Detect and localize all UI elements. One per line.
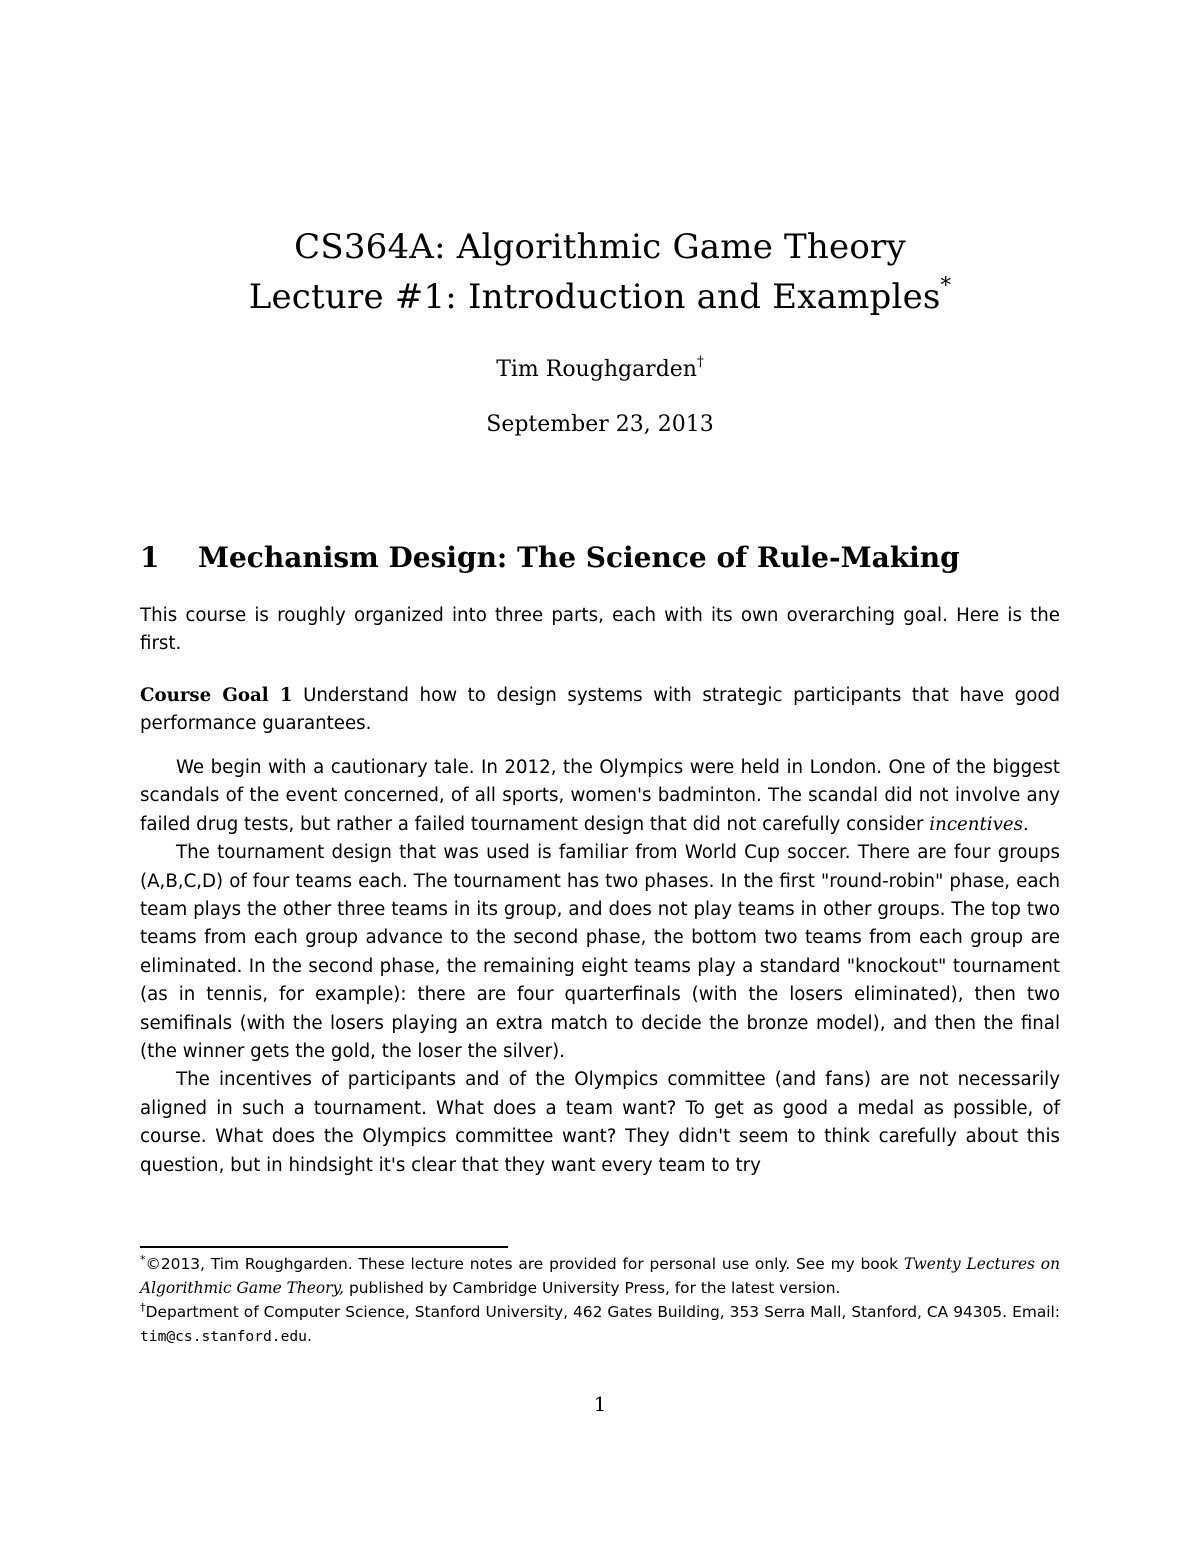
author-footnote-mark: † xyxy=(696,353,704,370)
author: Tim Roughgarden† xyxy=(496,353,704,382)
paragraph-1: We begin with a cautionary tale. In 2012, the Olympics were held in London. One of the biggest scandals of the event concerned, of all sports, women's badminton. The scandal did not involve any failed drug tests, but rather a failed tournament design that did not carefully consider incentives. xyxy=(140,757,1060,835)
section-number: 1 xyxy=(140,541,160,574)
footnote-1: *©2013, Tim Roughgarden. These lecture notes are provided for personal use only. See my book Twenty Lectures on Algorithmic Game Theory, published by Cambridge University Press, for the latest version. xyxy=(140,1252,1060,1297)
section-heading xyxy=(140,538,1060,578)
body-text xyxy=(140,754,1060,1180)
intro-paragraph: This course is roughly organized into three parts, each with its own overarching goal. Here is the first. xyxy=(140,605,1060,655)
paragraph-2: The tournament design that was used is familiar from World Cup soccer. There are four groups (A,B,C,D) of four teams each. The tournament has two phases. In the first "round-robin" phase, each team plays the other three teams in its group, and does not play teams in other groups. The top two teams from each group advance to the second phase, the bottom two teams from each group are eliminated. In the second phase, the remaining eight teams play a standard "knockout" tournament (as in tennis, for example): there are four quarterfinals (with the losers eliminated), then two semifinals (with the losers playing an extra match to decide the bronze model), and then the final (the winner gets the gold, the loser the silver). xyxy=(140,842,1060,1063)
footnote-rule xyxy=(140,1246,508,1248)
title-line-2: Lecture #1: Introduction and Examples* xyxy=(248,272,952,317)
title-footnote-mark: * xyxy=(940,272,952,298)
email-link[interactable]: tim@cs.stanford.edu xyxy=(140,1328,307,1345)
paragraph-3: The incentives of participants and of the Olympics committee (and fans) are not necessarily aligned in such a tournament. What does a team want? To get as good a medal as possible, of course. What does the Olympics committee want? They didn't seem to think carefully about this question, but in hindsight it's clear that they want every team to try xyxy=(140,1069,1060,1176)
course-goal xyxy=(140,682,1060,739)
section-title: Mechanism Design: The Science of Rule-Making xyxy=(198,541,960,574)
title-block xyxy=(0,222,1200,322)
copyright-icon: © xyxy=(145,1255,161,1273)
title-line-1: CS364A: Algorithmic Game Theory xyxy=(294,227,906,267)
course-goal-label: Course Goal 1 xyxy=(140,685,293,706)
date: September 23, 2013 xyxy=(486,412,714,437)
page-number: 1 xyxy=(593,1392,607,1416)
course-goal-text: Understand how to design systems with strategic participants that have good performance guarantees. xyxy=(140,685,1060,735)
footnotes xyxy=(140,1252,1060,1349)
footnote-2: †Department of Computer Science, Stanford University, 462 Gates Building, 353 Serra Mall, Stanford, CA 94305. Email: tim@cs.stanford.edu. xyxy=(140,1300,1060,1345)
